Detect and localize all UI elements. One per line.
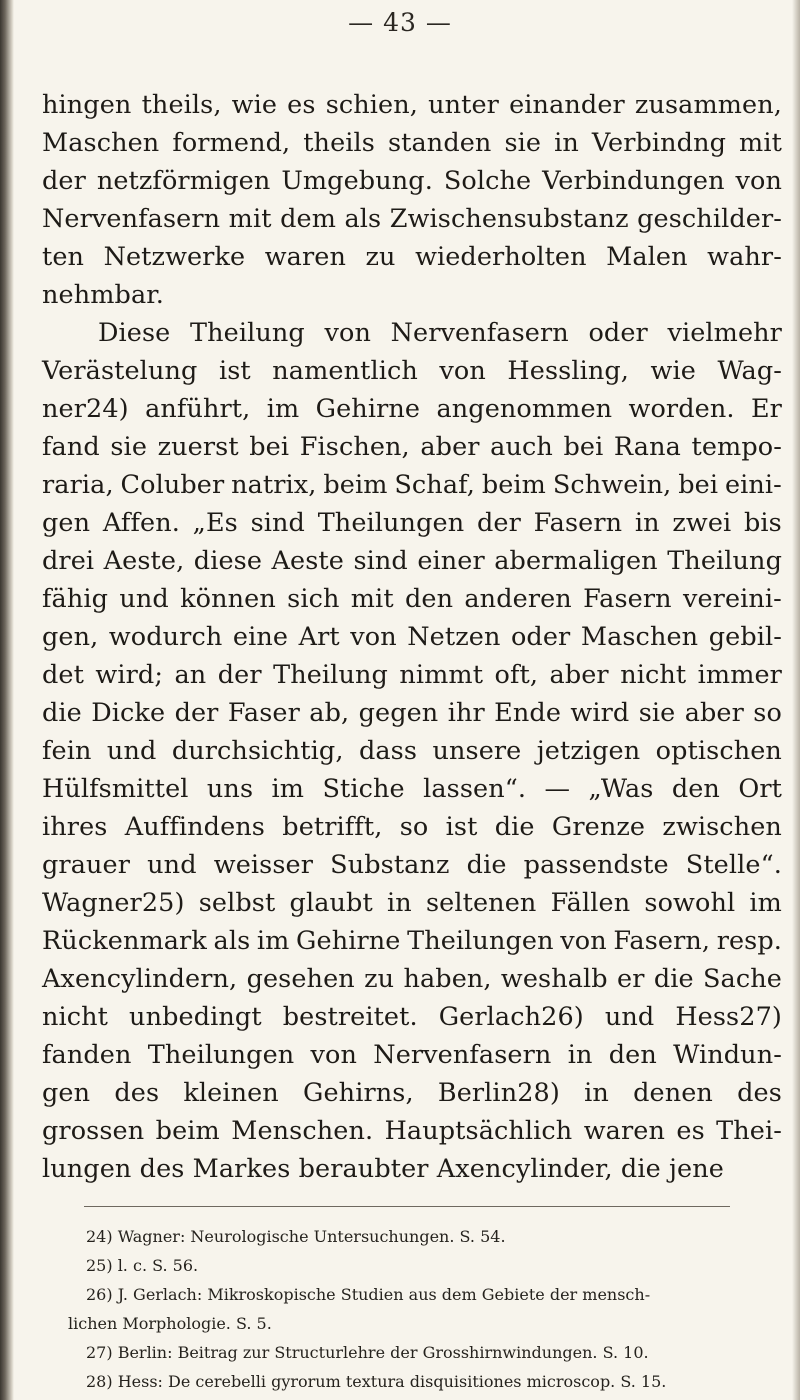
text-line: gen Affen. „Es sind Theilungen der Fasern in zwei bis xyxy=(42,508,782,538)
text-line: Diese Theilung von Nervenfasern oder vielmehr xyxy=(98,318,782,348)
main-text-block xyxy=(42,86,782,1188)
text-line: nehmbar. xyxy=(42,280,164,310)
text-line: raria, Coluber natrix, beim Schaf, beim Schwein, bei eini- xyxy=(42,470,782,500)
text-line: Wagner25) selbst glaubt in seltenen Fällen sowohl im xyxy=(42,888,782,918)
text-line: gen des kleinen Gehirns, Berlin28) in denen des xyxy=(42,1078,782,1108)
text-line: Rückenmark als im Gehirne Theilungen von Fasern, resp. xyxy=(42,926,782,956)
text-line: ihres Auffindens betrifft, so ist die Grenze zwischen xyxy=(42,812,782,842)
text-line: der netzförmigen Umgebung. Solche Verbindungen von xyxy=(42,166,782,196)
text-line: fand sie zuerst bei Fischen, aber auch bei Rana tempo- xyxy=(42,432,782,462)
text-line: fein und durchsichtig, dass unsere jetzigen optischen xyxy=(42,736,782,766)
page-number-header: — 43 — xyxy=(348,8,452,37)
text-line: Axencylindern, gesehen zu haben, weshalb er die Sache xyxy=(42,964,782,994)
text-line: grossen beim Menschen. Hauptsächlich waren es Thei- xyxy=(42,1116,782,1146)
page-binding-edge xyxy=(0,0,14,1400)
text-line: fanden Theilungen von Nervenfasern in den Windun- xyxy=(42,1040,782,1070)
text-line: ten Netzwerke waren zu wiederholten Malen wahr- xyxy=(42,242,782,272)
footnotes-block xyxy=(68,1222,786,1396)
footnote-line: 28) Hess: De cerebelli gyrorum textura disquisitiones microscop. S. 15. xyxy=(86,1372,667,1391)
text-line: Verästelung ist namentlich von Hessling, wie Wag- xyxy=(42,356,782,386)
text-line: det wird; an der Theilung nimmt oft, aber nicht immer xyxy=(42,660,782,690)
footnote-line: 25) l. c. S. 56. xyxy=(86,1256,199,1275)
footnote-line: lichen Morphologie. S. 5. xyxy=(68,1314,272,1333)
text-line: grauer und weisser Substanz die passendste Stelle“. xyxy=(42,850,782,880)
page-right-edge xyxy=(792,0,800,1400)
text-line: nicht unbedingt bestreitet. Gerlach26) und Hess27) xyxy=(42,1002,782,1032)
footnote-line: 24) Wagner: Neurologische Untersuchungen. S. 54. xyxy=(86,1227,506,1246)
text-line: Hülfsmittel uns im Stiche lassen“. — „Was den Ort xyxy=(42,774,782,804)
footnote-line: 27) Berlin: Beitrag zur Structurlehre der Grosshirnwindungen. S. 10. xyxy=(86,1343,649,1362)
text-line: hingen theils, wie es schien, unter einander zusammen, xyxy=(42,90,782,120)
text-line: Maschen formend, theils standen sie in Verbindng mit xyxy=(42,128,782,158)
text-line: lungen des Markes beraubter Axencylinder, die jene xyxy=(42,1154,724,1184)
text-line: drei Aeste, diese Aeste sind einer abermaligen Theilung xyxy=(42,546,782,576)
text-line: fähig und können sich mit den anderen Fasern vereini- xyxy=(42,584,782,614)
footnote-line: 26) J. Gerlach: Mikroskopische Studien aus dem Gebiete der mensch- xyxy=(86,1285,651,1304)
footnote-divider xyxy=(84,1206,730,1207)
text-line: Nervenfasern mit dem als Zwischensubstanz geschilder- xyxy=(42,204,782,234)
text-line: die Dicke der Faser ab, gegen ihr Ende wird sie aber so xyxy=(42,698,782,728)
text-line: ner24) anführt, im Gehirne angenommen worden. Er xyxy=(42,394,782,424)
text-line: gen, wodurch eine Art von Netzen oder Maschen gebil- xyxy=(42,622,782,652)
